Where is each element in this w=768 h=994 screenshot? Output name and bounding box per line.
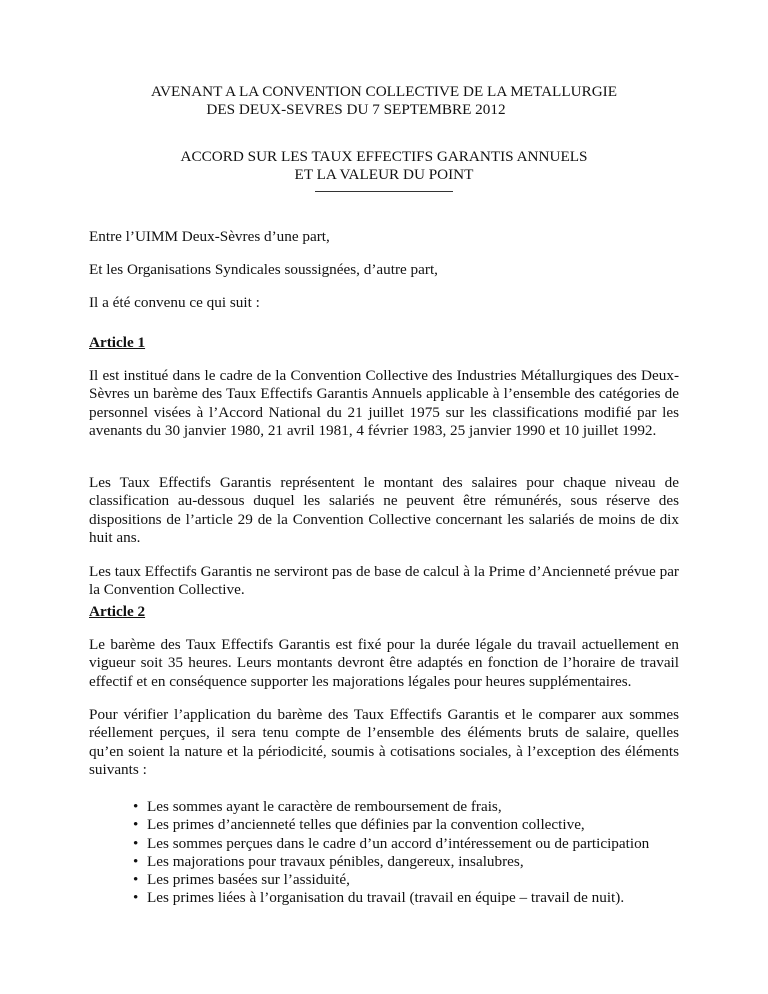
article-1-paragraph-1: Il est institué dans le cadre de la Convention Collective des Industries Métallurgiques des Deux-Sèvres un barème des Taux Effectifs Garantis Annuels applicable à l’ensemble des catégories de personnel visées à l’Accord National du 21 juillet 1975 sur les classifications modifié par les avenants du 30 janvier 1980, 21 avril 1981, 4 février 1983, 25 janvier 1990 et 10 juillet 1992. [89, 367, 679, 439]
bullet-icon: • [133, 852, 139, 870]
bullet-icon: • [133, 798, 139, 815]
list-item: • Les sommes ayant le caractère de remboursement de frais, [133, 798, 502, 815]
header-divider [315, 191, 453, 192]
article-2-title: Article 2 [89, 603, 146, 620]
article-1-title: Article 1 [89, 334, 146, 351]
bullet-icon: • [133, 834, 139, 852]
header-line-1: AVENANT A LA CONVENTION COLLECTIVE DE LA METALLURGIE [150, 83, 618, 100]
bullet-icon: • [133, 871, 139, 889]
bullet-icon: • [133, 889, 139, 907]
list-item: • Les primes d’ancienneté telles que définies par la convention collective, [133, 816, 585, 834]
list-item: • Les majorations pour travaux pénibles, dangereux, insalubres, [133, 852, 524, 870]
list-item: • Les sommes perçues dans le cadre d’un accord d’intéressement ou de participation [133, 834, 650, 852]
intro-agreed: Il a été convenu ce qui suit : [89, 294, 260, 311]
article-1-paragraph-2: Les Taux Effectifs Garantis représentent le montant des salaires pour chaque niveau de classification au-dessous duquel les salariés ne peuvent être rémunérés, sous réserve des dispositions de l’article 29 de la Convention Collective concernant les salariés de moins de dix huit ans. [89, 474, 679, 546]
intro-parties-2: Et les Organisations Syndicales soussignées, d’autre part, [89, 261, 438, 278]
header-line-3: ACCORD SUR LES TAUX EFFECTIFS GARANTIS ANNUELS [180, 148, 588, 165]
article-2-paragraph-2: Pour vérifier l’application du barème des Taux Effectifs Garantis et le comparer aux sommes réellement perçues, il sera tenu compte de l’ensemble des éléments bruts de salaire, quelles qu’en soient la nature et la périodicité, soumis à cotisations sociales, à l’exception des éléments suivants : [89, 706, 679, 778]
article-1-paragraph-3: Les taux Effectifs Garantis ne serviront pas de base de calcul à la Prime d’Ancienneté prévue par la Convention Collective. [89, 563, 679, 599]
list-item: • Les primes liées à l’organisation du travail (travail en équipe – travail de nuit). [133, 889, 625, 907]
intro-parties-1: Entre l’UIMM Deux-Sèvres d’une part, [89, 228, 330, 245]
header-line-2: DES DEUX-SEVRES DU 7 SEPTEMBRE 2012 [206, 101, 506, 118]
article-2-paragraph-1: Le barème des Taux Effectifs Garantis est fixé pour la durée légale du travail actuellement en vigueur soit 35 heures. Leurs montants devront être adaptés en fonction de l’horaire de travail effectif et en conséquence supporter les majorations légales pour heures supplémentaires. [89, 636, 679, 690]
bullet-icon: • [133, 816, 139, 834]
exclusions-list [133, 798, 693, 908]
list-item: • Les primes basées sur l’assiduité, [133, 871, 350, 889]
header-line-4: ET LA VALEUR DU POINT [294, 166, 474, 183]
